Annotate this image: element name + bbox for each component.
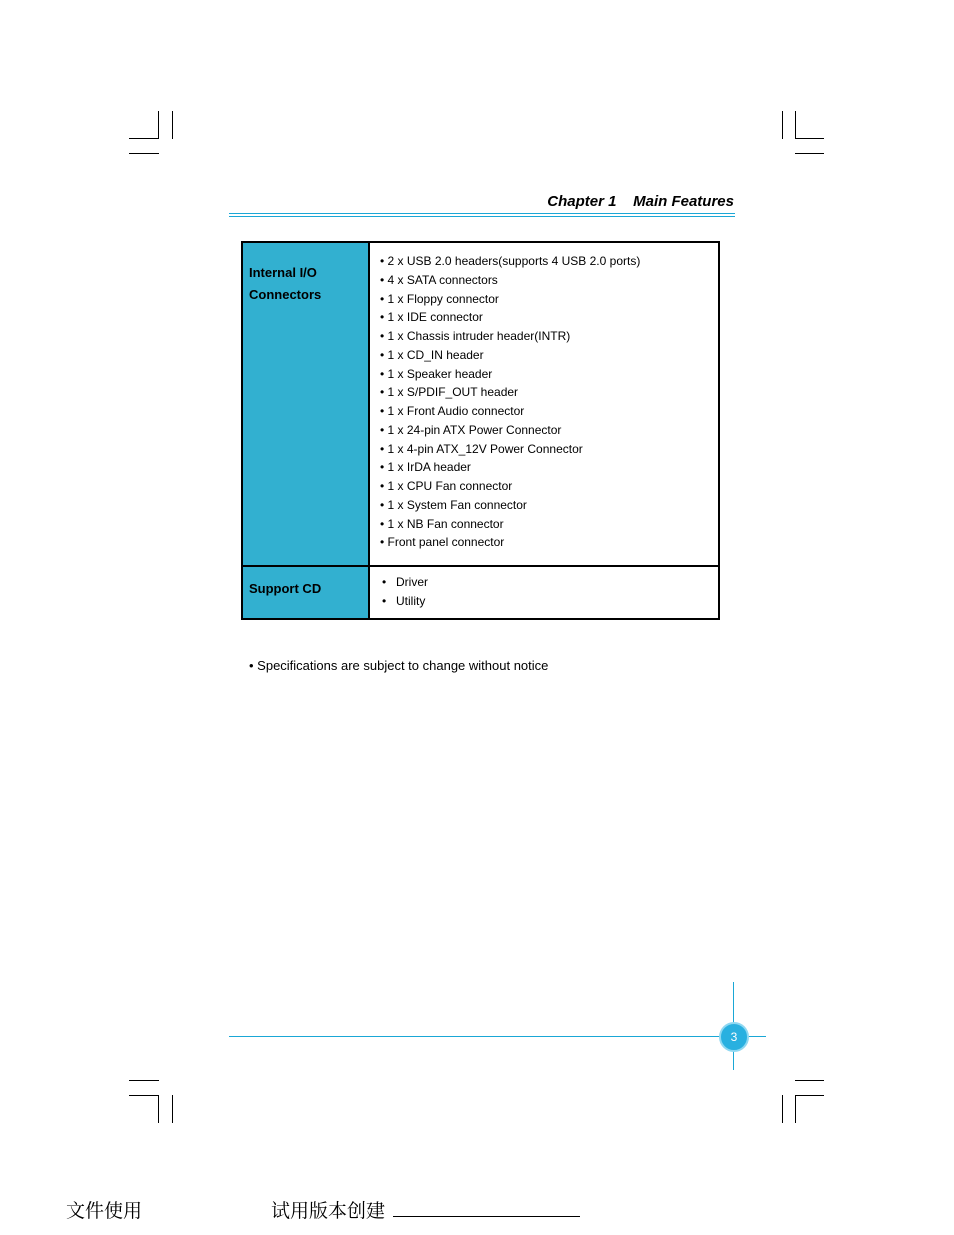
- list-item: • Front panel connector: [380, 535, 505, 550]
- list-item: • 4 x SATA connectors: [380, 272, 498, 287]
- section-title: Main Features: [633, 193, 734, 210]
- list-item: • 1 x S/PDIF_OUT header: [380, 385, 519, 400]
- page-number: 3: [719, 1022, 749, 1052]
- list-item: • 1 x 4-pin ATX_12V Power Connector: [380, 441, 583, 456]
- list-item: • 1 x CD_IN header: [380, 347, 484, 362]
- header-rule-bottom: [229, 216, 735, 217]
- spec-table: [241, 241, 720, 620]
- list-item: • 1 x Speaker header: [380, 366, 493, 381]
- row-label-support-cd: Support CD: [243, 567, 370, 618]
- list-item: • 2 x USB 2.0 headers(supports 4 USB 2.0 ports): [380, 254, 641, 268]
- table-row-internal-io: [243, 243, 718, 565]
- list-item: • 1 x IrDA header: [380, 460, 471, 475]
- list-item: • 1 x 24-pin ATX Power Connector: [380, 422, 562, 437]
- watermark-left-text: 文件使用: [66, 1200, 143, 1222]
- list-item: • 1 x Chassis intruder header(INTR): [380, 329, 571, 343]
- list-item: • 1 x System Fan connector: [380, 497, 527, 512]
- list-item: • 1 x NB Fan connector: [380, 516, 504, 531]
- chapter-heading: [547, 193, 734, 210]
- row-items-support-cd: [370, 567, 718, 618]
- row-label-line: Internal I/O: [249, 265, 317, 280]
- row-label-internal-io: [243, 243, 370, 565]
- spec-note: • Specifications are subject to change without notice: [249, 658, 549, 673]
- row-items-internal-io: [370, 243, 718, 565]
- header-rule-top: [229, 213, 735, 214]
- list-item-text: Driver: [396, 575, 428, 589]
- list-item: • 1 x CPU Fan connector: [380, 479, 513, 493]
- watermark-underline: [393, 1216, 580, 1217]
- watermark-mid-text: 试用版本创建: [271, 1200, 386, 1222]
- list-item: • 1 x Front Audio connector: [380, 404, 525, 418]
- list-item: [382, 573, 718, 592]
- chapter-label: Chapter 1: [547, 193, 617, 210]
- bullet: •: [382, 593, 387, 608]
- list-item: [382, 592, 718, 611]
- footer-rule: [229, 1036, 766, 1037]
- bullet: •: [382, 575, 387, 589]
- list-item: • 1 x IDE connector: [380, 310, 483, 325]
- row-label-line: Connectors: [249, 287, 322, 302]
- list-item-text: Utility: [396, 593, 426, 608]
- list-item: • 1 x Floppy connector: [380, 291, 499, 306]
- table-row-support-cd: [243, 565, 718, 618]
